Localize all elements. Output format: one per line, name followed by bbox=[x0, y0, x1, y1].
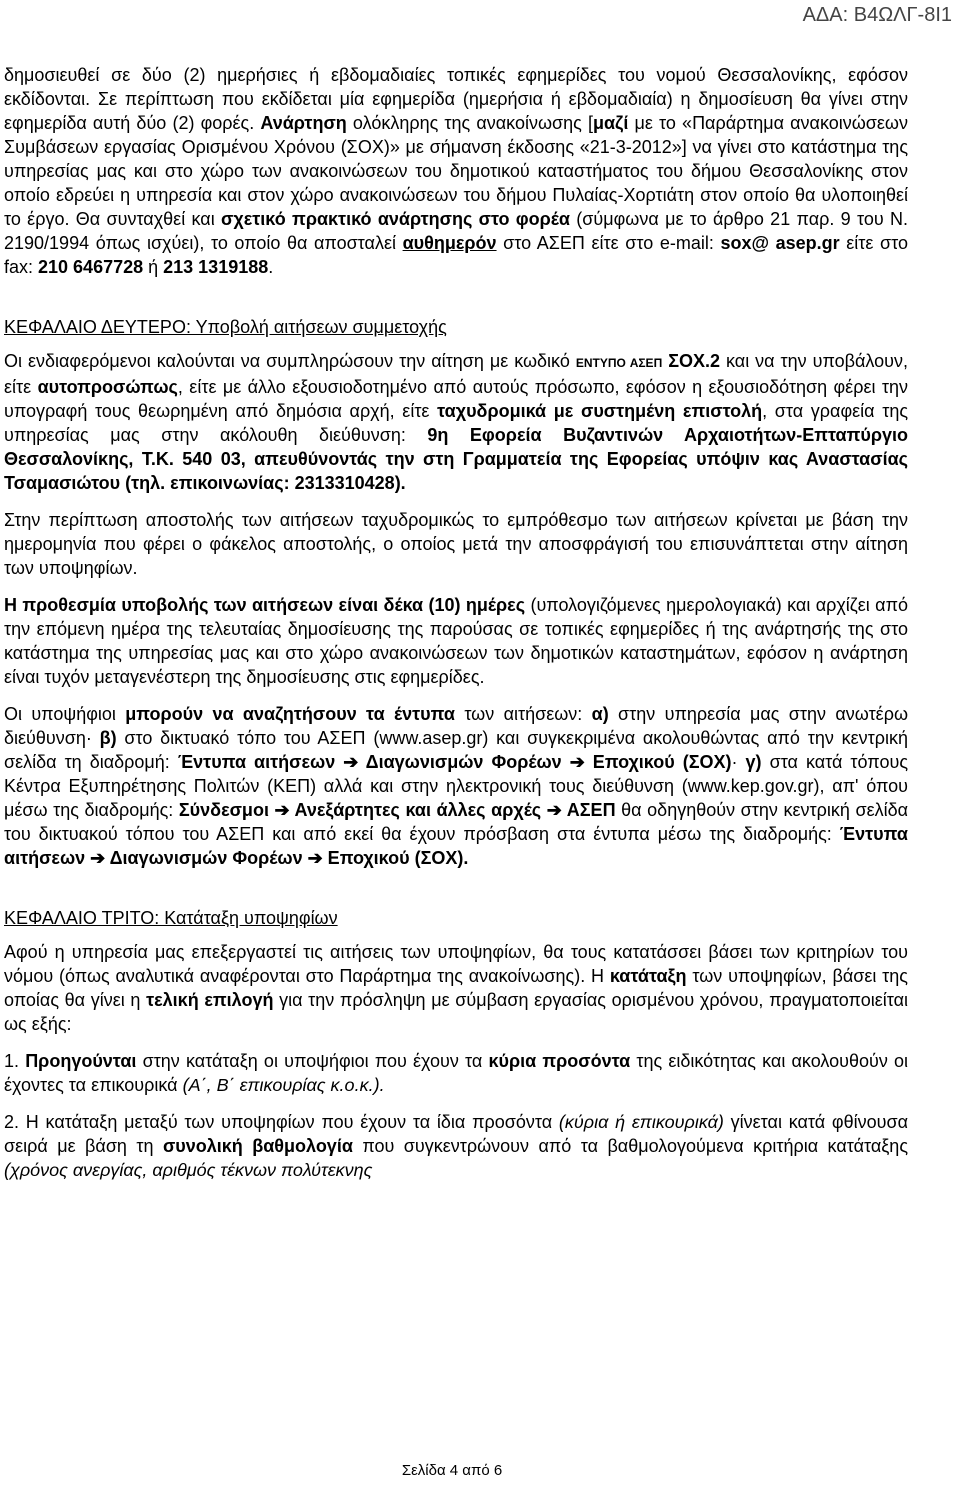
text: Οι ενδιαφερόμενοι καλούνται να συμπληρώσουν την αίτηση με κωδικό bbox=[4, 351, 576, 371]
bold-text: α) bbox=[591, 704, 609, 724]
bold-text: Η προθεσμία υποβολής των αιτήσεων είναι δέκα (10) ημέρες bbox=[4, 595, 526, 615]
text: (υπολογιζόμενες ημερολογιακά) και αρχίζει από την επόμενη ημέρα της τελευταίας δημοσίευσης της παρούσας σε τοπικές εφημερίδες ή της ανάρτησής της στο κατάστημα της υπηρεσίας μας και στο χώρο ανακοινώσεων των δημοτικών καταστημάτων, εφόσον η ανάρτηση είναι τυχόν μεταγενέστερη της δημοσίευσης στις εφημερίδες. bbox=[4, 595, 908, 687]
italic-text: (χρόνος ανεργίας, αριθμός τέκνων πολύτεκνης bbox=[4, 1160, 373, 1180]
text: στο δικτυακό τόπο του ΑΣΕΠ (www.asep.gr) και συγκεκριμένα ακολουθώντας από την κεντρική σελίδα τη διαδρομή: bbox=[4, 728, 908, 772]
paragraph-forms bbox=[4, 702, 908, 870]
bold-text: ΣΟΧ.2 bbox=[662, 351, 721, 371]
chapter-3-heading: ΚΕΦΑΛΑΙΟ ΤΡΙΤΟ: Κατάταξη υποψηφίων bbox=[4, 908, 338, 928]
text: είτε στο fax: bbox=[4, 233, 908, 277]
text: στην υπηρεσία μας στην ανωτέρω διεύθυνση· bbox=[4, 704, 909, 748]
document-body bbox=[4, 63, 908, 1182]
text: , είτε με άλλο εξουσιοδοτημένο από αυτούς πρόσωπο, εφόσον η εξουσιοδότηση φέρει την υπογραφή τους θεωρημένη από δημόσια αρχή, είτε bbox=[4, 377, 908, 421]
small-caps-text: ΕΝΤΥΠΟ ΑΣΕΠ bbox=[575, 356, 663, 370]
bold-text: ταχυδρομικά με συστημένη επιστολή bbox=[437, 401, 763, 421]
text: θα οδηγηθούν στην κεντρική σελίδα του δικτυακού τόπου του ΑΣΕΠ και από εκεί θα έχουν πρόσβαση στα έντυπα μέσω της διαδρομής: bbox=[4, 800, 909, 844]
text: με το «Παράρτημα ανακοινώσεων Συμβάσεων εργασίας Ορισμένου Χρόνου (ΣΟΧ)» με σήμανση έκδοσης «21-3-2012»] να γίνει στο κατάστημα της υπηρεσίας μας και στο χώρο των ανακοινώσεων του δημοτικού καταστήματος του δήμου Θεσσαλονίκης στον οποίο εδρεύει η υπηρεσία και στον χώρο ανακοινώσεων του δήμου Πυλαίας-Χορτιάτη στον οποίο θα υλοποιηθεί το έργο. Θα συνταχθεί και bbox=[4, 113, 908, 229]
text: (σύμφωνα με το άρθρο 21 παρ. 9 του Ν. 2190/1994 όπως ισχύει), το οποίο θα αποσταλεί bbox=[4, 209, 909, 253]
bold-text: Προηγούνται bbox=[25, 1051, 137, 1071]
paragraph-publication bbox=[4, 63, 908, 279]
text: γίνεται κατά φθίνουσα σειρά με βάση τη bbox=[4, 1112, 908, 1156]
bold-text: Ανάρτηση bbox=[260, 113, 347, 133]
paragraph-submission bbox=[4, 349, 908, 495]
bold-text: συνολική βαθμολογία bbox=[162, 1136, 353, 1156]
text: · bbox=[731, 752, 746, 772]
text: δημοσιευθεί σε δύο (2) ημερήσιες ή εβδομαδιαίες τοπικές εφημερίδες του νομού Θεσσαλονίκης, εφόσον εκδίδονται. Σε περίπτωση που εκδίδεται μία εφημερίδα (ημερήσια ή εβδομαδιαία) η δημοσίευση θα γίνει στην εφημερίδα αυτή δύο (2) φορές. bbox=[4, 65, 908, 133]
text: της ειδικότητας και ακολουθούν οι έχοντες τα επικουρικά bbox=[4, 1051, 908, 1095]
text: ή bbox=[143, 257, 164, 277]
paragraph-deadline bbox=[4, 593, 908, 689]
paragraph-ranking bbox=[4, 940, 908, 1036]
bold-text: κύρια προσόντα bbox=[488, 1051, 631, 1071]
text: , στα γραφεία της υπηρεσίας μας στην ακόλουθη διεύθυνση: bbox=[4, 401, 908, 445]
text: Αφού η υπηρεσία μας επεξεργαστεί τις αιτήσεις των υποψηφίων, θα τους κατατάσσει βάσει των κριτηρίων του νόμου (όπως αναλυτικά αναφέρονται στο Παράρτημα της ανακοίνωσης). Η bbox=[4, 942, 908, 986]
text: που συγκεντρώνουν από τα βαθμολογούμενα κριτήρια κατάταξης bbox=[352, 1136, 908, 1156]
text: των υποψηφίων, βάσει της οποίας θα γίνει η bbox=[4, 966, 908, 1010]
bold-text: γ) bbox=[745, 752, 762, 772]
list-number: 1. bbox=[4, 1051, 26, 1071]
bold-text: κατάταξη bbox=[609, 966, 687, 986]
paragraph-postal: Στην περίπτωση αποστολής των αιτήσεων ταχυδρομικώς το εμπρόθεσμο των αιτήσεων κρίνεται με βάση την ημερομηνία που φέρει ο φάκελος αποστολής, ο οποίος μετά την αποσφράγισή του επισυνάπτεται στην αίτηση των υποψηφίων. bbox=[4, 510, 908, 578]
path-text: Έντυπα αιτήσεων ➔ Διαγωνισμών Φορέων ➔ Εποχικού (ΣΟΧ). bbox=[4, 824, 908, 868]
text: ολόκληρης της ανακοίνωσης [ bbox=[346, 113, 593, 133]
page-number: Σελίδα 4 από 6 bbox=[401, 1462, 503, 1479]
text: στα κατά τόπους Κέντρα Εξυπηρέτησης Πολιτών (ΚΕΠ) αλλά και στην ηλεκτρονική τους διεύθυνση (www.kep.gov.gr), απ' όπου μέσω της διαδρομής: bbox=[4, 752, 908, 820]
bold-text: μπορούν να αναζητήσουν τα έντυπα bbox=[125, 704, 455, 724]
list-item-2 bbox=[4, 1110, 908, 1182]
text: στην κατάταξη οι υποψήφιοι που έχουν τα bbox=[136, 1051, 489, 1071]
bold-text: μαζί bbox=[592, 113, 629, 133]
bold-text: αυτοπροσώπως bbox=[37, 377, 178, 397]
ada-code: ΑΔΑ: Β4ΩΛΓ-8Ι1 bbox=[802, 4, 952, 26]
italic-text: (Α΄, Β΄ επικουρίας κ.ο.κ.). bbox=[182, 1075, 385, 1095]
path-text: Έντυπα αιτήσεων ➔ Διαγωνισμών Φορέων ➔ Εποχικού (ΣΟΧ) bbox=[177, 752, 732, 772]
text: για την πρόσληψη με σύμβαση εργασίας ορισμένου χρόνου, πραγματοποιείται ως εξής: bbox=[4, 990, 908, 1034]
text: Οι υποψήφιοι bbox=[4, 704, 126, 724]
path-text: Σύνδεσμοι ➔ Ανεξάρτητες και άλλες αρχές ➔ ΑΣΕΠ bbox=[178, 800, 616, 820]
list-item-1 bbox=[4, 1049, 908, 1097]
bold-text: β) bbox=[99, 728, 117, 748]
text: των αιτήσεων: bbox=[454, 704, 592, 724]
italic-text: (κύρια ή επικουρικά) bbox=[558, 1112, 724, 1132]
bold-text: αυθημερόν bbox=[402, 233, 497, 253]
list-number: 2. bbox=[4, 1112, 26, 1132]
bold-text: σχετικό πρακτικό ανάρτησης στο φορέα bbox=[221, 209, 570, 229]
fax-number: 213 1319188 bbox=[163, 257, 269, 277]
text: και να την υποβάλουν, είτε bbox=[4, 351, 909, 397]
text: Η κατάταξη μεταξύ των υποψηφίων που έχουν τα ίδια προσόντα bbox=[25, 1112, 559, 1132]
email: sox@ asep.gr bbox=[720, 233, 840, 253]
text: . bbox=[268, 257, 274, 277]
bold-text: τελική επιλογή bbox=[146, 990, 274, 1010]
chapter-2-heading: ΚΕΦΑΛΑΙΟ ΔΕΥΤΕΡΟ: Υποβολή αιτήσεων συμμετοχής bbox=[4, 317, 447, 337]
address: 9η Εφορεία Βυζαντινών Αρχαιοτήτων-Επταπύργιο Θεσσαλονίκης, Τ.Κ. 540 03, απευθύνοντάς την στη Γραμματεία της Εφορείας υπόψιν κας Αναστασίας Τσαμασιώτου (τηλ. επικοινωνίας: 2313310428). bbox=[4, 425, 908, 493]
fax-number: 210 6467728 bbox=[38, 257, 144, 277]
text: στο ΑΣΕΠ είτε στο e-mail: bbox=[496, 233, 721, 253]
